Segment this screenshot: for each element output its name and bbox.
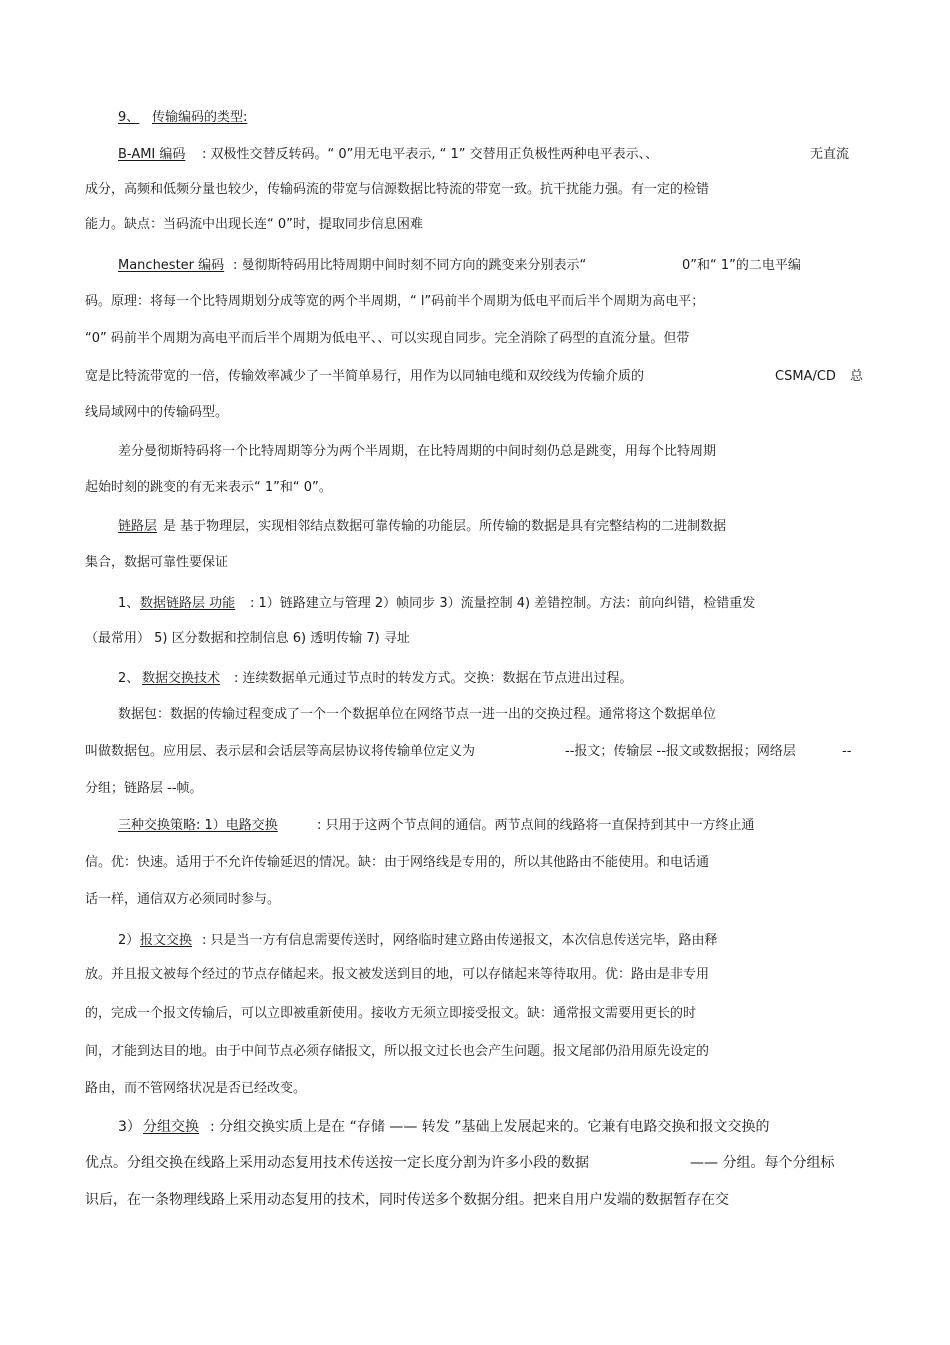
text-run: : 分组交换实质上是在 “存储 —— 转发 ”基础上发展起来的。它兼有电路交换和报文交换的	[210, 1119, 770, 1135]
paragraph-line: 路由，而不管网络状况是否已经改变。	[85, 1081, 307, 1096]
text-run: : 连续数据单元通过节点时的转发方式。交换：数据在节点进出过程。	[234, 671, 633, 686]
paragraph-line: “0” 码前半个周期为高电平而后半个周期为低电平、、可以实现自同步。完全消除了码型的直流分量。但带	[85, 331, 690, 346]
paragraph-line: 线局域网中的传输码型。	[85, 405, 229, 420]
list-number: 3）	[118, 1119, 141, 1135]
paragraph-line: 码。原理：将每一个比特周期划分成等宽的两个半周期，“ l”码前半个周期为低电平而后半个周期为高电平；	[85, 294, 705, 309]
text-run: : 只用于这两个节点间的通信。两节点间的线路将一直保持到其中一方终止通	[317, 818, 755, 833]
paragraph-line: 起始时刻的跳变的有无来表示“ 1”和“ 0”。	[85, 480, 332, 495]
term-manchester: Manchester 编码	[118, 258, 225, 273]
list-number: 2、	[118, 671, 140, 686]
paragraph-line: 成分，高频和低频分量也较少，传输码流的带宽与信源数据比特流的带宽一致。抗干扰能力强。有一定的检错	[85, 182, 710, 197]
paragraph-line: 数据包：数据的传输过程变成了一个一个数据单位在网络节点一进一出的交换过程。通常将这个数据单位	[118, 707, 717, 722]
list-number: 2）	[118, 933, 140, 948]
text-run: 总	[850, 369, 864, 384]
term-data-switching: 数据交换技术	[142, 671, 221, 686]
paragraph-line: 能力。缺点：当码流中出现长连“ 0”时，提取同步信息困难	[85, 217, 423, 232]
text-run: CSMA/CD	[775, 369, 836, 384]
list-number: 1、	[118, 596, 140, 611]
paragraph-line: 放。并且报文被每个经过的节点存储起来。报文被发送到目的地，可以存储起来等待取用。优：路由是非专用	[85, 967, 710, 982]
text-run: --报文；传输层 --报文或数据报；网络层	[565, 744, 796, 759]
text-run: 宽是比特流带宽的一倍，传输效率减少了一半简单易行，用作为以同轴电缆和双绞线为传输介质的	[85, 369, 645, 384]
section-title: 传输编码的类型:	[152, 110, 248, 125]
paragraph-line: （最常用） 5) 区分数据和控制信息 6) 透明传输 7) 寻址	[85, 631, 410, 646]
term-switching-strategies: 三种交换策略: 1）电路交换	[118, 818, 278, 833]
text-run: : 1）链路建立与管理 2）帧同步 3）流量控制 4) 差错控制。方法：前向纠错，检错重发	[250, 596, 756, 611]
paragraph-line: 集合，数据可靠性要保证	[85, 555, 229, 570]
paragraph-line: 的，完成一个报文传输后，可以立即被重新使用。接收方无须立即接受报文。缺：通常报文需要用更长的时	[85, 1006, 697, 1021]
term-link-layer: 链路层	[118, 519, 158, 534]
text-run: 0”和“ 1”的二电平编	[682, 258, 801, 273]
text-run: 优点。分组交换在线路上采用动态复用技术传送按一定长度分割为许多小段的数据	[85, 1155, 589, 1171]
paragraph-line: 分组；链路层 --帧。	[85, 781, 203, 796]
text-run: 无直流	[810, 147, 850, 162]
paragraph-line: 信。优：快速。适用于不允许传输延迟的情况。缺：由于网络线是专用的，所以其他路由不能使用。和电话通	[85, 855, 710, 870]
text-run: 叫做数据包。应用层、表示层和会话层等高层协议将传输单位定义为	[85, 744, 476, 759]
term-data-link-function: 数据链路层 功能	[140, 596, 236, 611]
term-message-switching: 报文交换	[140, 933, 193, 948]
paragraph-line: 识后，在一条物理线路上采用动态复用的技术，同时传送多个数据分组。把来自用户发端的数据暂存在交	[85, 1192, 729, 1208]
section-number: 9、	[118, 110, 140, 125]
paragraph-line: 话一样，通信双方必须同时参与。	[85, 892, 281, 907]
term-b-ami: B-AMI 编码	[118, 147, 186, 162]
term-packet-switching: 分组交换	[143, 1119, 199, 1135]
text-run: : 只是当一方有信息需要传送时，网络临时建立路由传递报文，本次信息传送完毕，路由释	[202, 933, 718, 948]
paragraph-line: 差分曼彻斯特码将一个比特周期等分为两个半周期，在比特周期的中间时刻仍总是跳变，用每个比特周期	[118, 444, 717, 459]
text-run: 是 基于物理层，实现相邻结点数据可靠传输的功能层。所传输的数据是具有完整结构的二进制数据	[163, 519, 727, 534]
text-run: —— 分组。每个分组标	[690, 1155, 835, 1171]
text-run: --	[842, 744, 852, 759]
text-run: : 双极性交替反转码。“ 0”用无电平表示, “ 1” 交替用正负极性两种电平表示、、	[202, 147, 659, 162]
paragraph-line: 间，才能到达目的地。由于中间节点必须存储报文，所以报文过长也会产生问题。报文尾部仍沿用原先设定的	[85, 1044, 710, 1059]
text-run: : 曼彻斯特码用比特周期中间时刻不同方向的跳变来分别表示“	[233, 258, 587, 273]
